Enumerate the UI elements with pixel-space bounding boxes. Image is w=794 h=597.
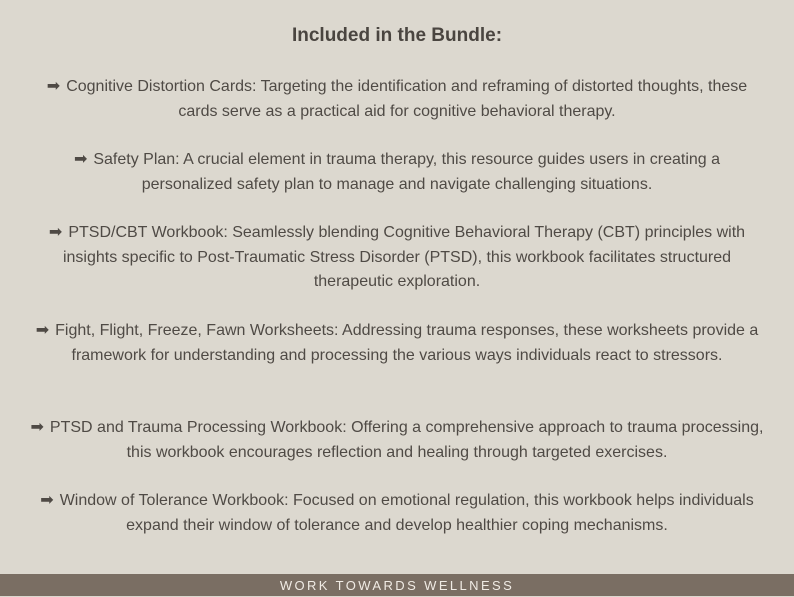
list-item <box>30 75 764 124</box>
list-item <box>30 489 764 538</box>
list-item <box>30 416 764 465</box>
list-item-text: Cognitive Distortion Cards: Targeting the identification and reframing of distorted thoughts, these cards serve as a practical aid for cognitive behavioral therapy. <box>66 78 748 120</box>
list-item-text: Window of Tolerance Workbook: Focused on emotional regulation, this workbook helps individuals expand their window of tolerance and develop healthier coping mechanisms. <box>59 492 754 534</box>
list-item <box>30 148 764 197</box>
arrow-right-icon: ➡ <box>30 419 44 436</box>
arrow-right-icon: ➡ <box>73 151 88 168</box>
list-item-text: PTSD/CBT Workbook: Seamlessly blending Cognitive Behavioral Therapy (CBT) principles with insights specific to Post-Traumatic Stress Disorder (PTSD), this workbook facilitates structured therapeutic exploration. <box>62 224 746 290</box>
list-item-text: PTSD and Trauma Processing Workbook: Offering a comprehensive approach to trauma processing, this workbook encourages reflection and healing through targeted exercises. <box>49 419 764 461</box>
arrow-right-icon: ➡ <box>35 322 50 339</box>
list-item-text: Fight, Flight, Freeze, Fawn Worksheets: Addressing trauma responses, these worksheets provide a framework for understanding and processing the various ways individuals react to stressors. <box>55 322 759 364</box>
arrow-right-icon: ➡ <box>48 224 63 241</box>
footer-banner: WORK TOWARDS WELLNESS <box>0 574 794 596</box>
arrow-right-icon: ➡ <box>46 78 61 95</box>
list-item-text: Safety Plan: A crucial element in trauma therapy, this resource guides users in creating a personalized safety plan to manage and navigate challenging situations. <box>93 151 721 193</box>
list-item <box>30 221 764 295</box>
list-item <box>30 319 764 368</box>
page-title: Included in the Bundle: <box>291 25 503 46</box>
arrow-right-icon: ➡ <box>40 492 54 509</box>
